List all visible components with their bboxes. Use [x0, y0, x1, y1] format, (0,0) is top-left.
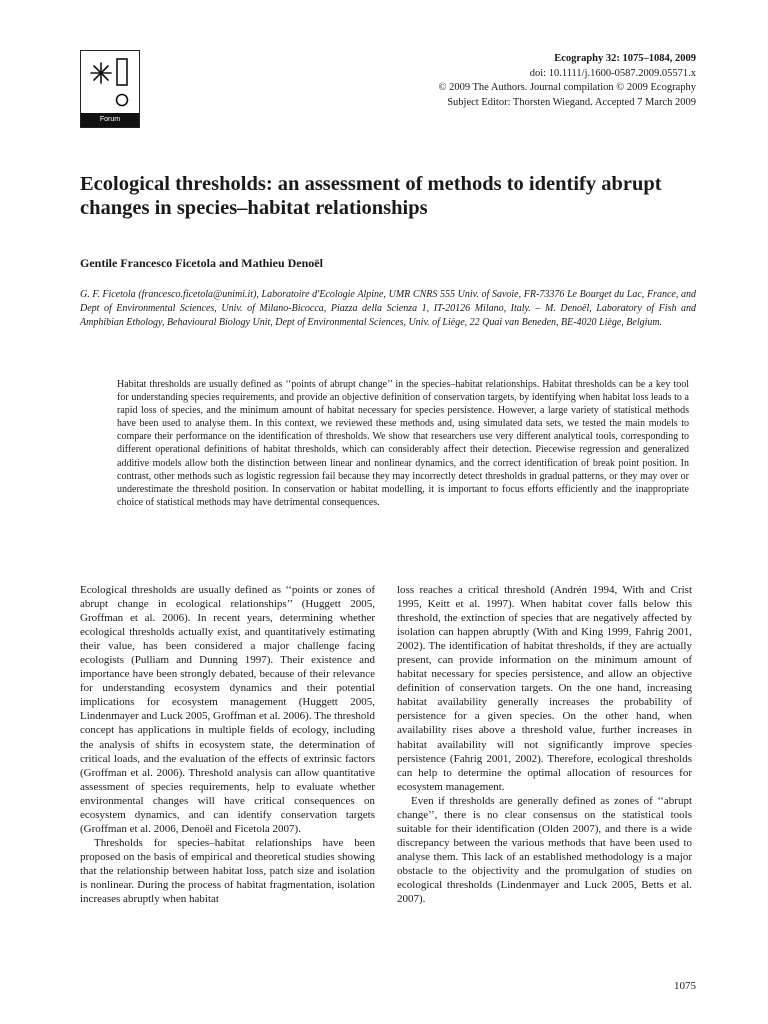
abstract: Habitat thresholds are usually defined as ‘‘points of abrupt change’’ in the species–habitat relationships. Habitat thresholds can be a key tool for understanding species requirements, and provide an objective definition of conservation targets, by identifying when habitat loss leads to a rapid loss of species, and the minimum amount of habitat necessary for species persistence. However, a large variety of statistical methods have been used to analyse them. In this context, we reviewed these methods and, using simulated data sets, we tested the main models to compare their performance on the identification of thresholds. We show that researchers use very different analytical tools, corresponding to different operational definitions of habitat thresholds, which can considerably affect their detection. Piecewise regression and generalized additive models allow both the distinction between linear and nonlinear dynamics, and the correct identification of break point position. In contrast, other methods such as logistic regression fail because they may incorrectly detect thresholds in gradual patterns, or they may over or underestimate the threshold position. In conservation or habitat modelling, it is important to focus efforts efficiently and the inappropriate choice of statistical methods may have detrimental consequences.: [117, 379, 689, 508]
forum-logo: [80, 50, 140, 128]
body-paragraph: loss reaches a critical threshold (Andrén 1994, With and Crist 1995, Keitt et al. 1997). When habitat cover falls below this threshold, the extinction of species that are negatively affected by isolation can happen abruptly (With and King 1999, Fahrig 2001, 2002). The identification of habitat thresholds, if they are actually present, can provide information on the minimum amount of habitat necessary for species persistence, and allow an objective definition of conservation targets. On the one hand, increasing habitat availability generally increases the probability of persistence for a given species. On the other hand, when availability rises above a threshold value, further increases in habitat availability will not significantly improve species persistence (Fahrig 2001, 2002). Therefore, ecological thresholds can help to determine the optimal allocation of resources for ecosystem management.: [397, 584, 692, 793]
doi: doi: 10.1111/j.1600-0587.2009.05571.x: [529, 67, 696, 79]
journal-citation: Ecography 32: 1075–1084, 2009: [554, 53, 696, 64]
authors: Gentile Francesco Ficetola and Mathieu Denoël: [80, 256, 323, 270]
body-paragraph: Ecological thresholds are usually defined as ‘‘points or zones of abrupt change in ecological relationships’’ (Huggett 2005, Groffman et al. 2006). In recent years, determining whether ecological thresholds actually exist, and quantitatively estimating their value, has been considered a major challenge facing ecologists (Pulliam and Dunning 1997). Their existence and importance have been strongly debated, because of their relevance for understanding ecosystem dynamics and their potential implications for ecosystem management (Huggett 2005, Lindenmayer and Luck 2005, Groffman et al. 2006). The threshold concept has applications in multiple fields of ecology, including the analysis of shifts in ecosystem state, the determination of critical loads, and the evaluation of the effects of extrinsic factors (Groffman et al. 2006). Threshold analysis can allow quantitative assessment of species requirements, help to evaluate whether environmental changes will have critical consequences on ecosystem dynamics, and can identify conservation targets (Groffman et al. 2006, Denoël and Ficetola 2007).: [80, 584, 375, 835]
journal-metadata: [376, 52, 696, 110]
forum-label: Forum: [81, 113, 139, 127]
article-title: Ecological thresholds: an assessment of methods to identify abrupt changes in species–habitat relationships: [80, 173, 662, 219]
body-column-left: [80, 583, 375, 906]
copyright: © 2009 The Authors. Journal compilation © 2009 Ecography: [438, 82, 696, 93]
affiliations: G. F. Ficetola (francesco.ficetola@unimi.it), Laboratoire d'Ecologie Alpine, UMR CNRS 555 Univ. of Savoie, FR-73376 Le Bourget du Lac, France, and Dept of Environmental Sciences, Univ. of Milano-Bicocca, Piazza della Scienza 1, IT-20126 Milano, Italy. – M. Denoël, Laboratory of Fish and Amphibian Ethology, Behavioural Biology Unit, Dept of Environmental Sciences, Univ. of Liège, 22 Quai van Beneden, BE-4020 Liège, Belgium.: [80, 289, 696, 328]
subject-editor: Subject Editor: Thorsten Wiegand. Accepted 7 March 2009: [447, 96, 696, 108]
page-number: 1075: [674, 980, 696, 992]
body-paragraph: Even if thresholds are generally defined as zones of ‘‘abrupt change’’, there is no clear consensus on the statistical tools suitable for their identification (Olden 2007), and there is a wide discrepancy between the various methods that have been used to analyse them. This lack of an established methodology is a major obstacle to the objectivity and the promulgation of studies on ecological thresholds (Lindenmayer and Luck 2005, Betts et al. 2007).: [397, 794, 692, 906]
body-paragraph: Thresholds for species–habitat relationships have been proposed on the basis of empirical and theoretical studies showing that the relationship between habitat loss, patch size and isolation is nonlinear. During the process of habitat fragmentation, isolation increases abruptly when habitat: [80, 836, 375, 906]
body-column-right: [397, 583, 692, 906]
